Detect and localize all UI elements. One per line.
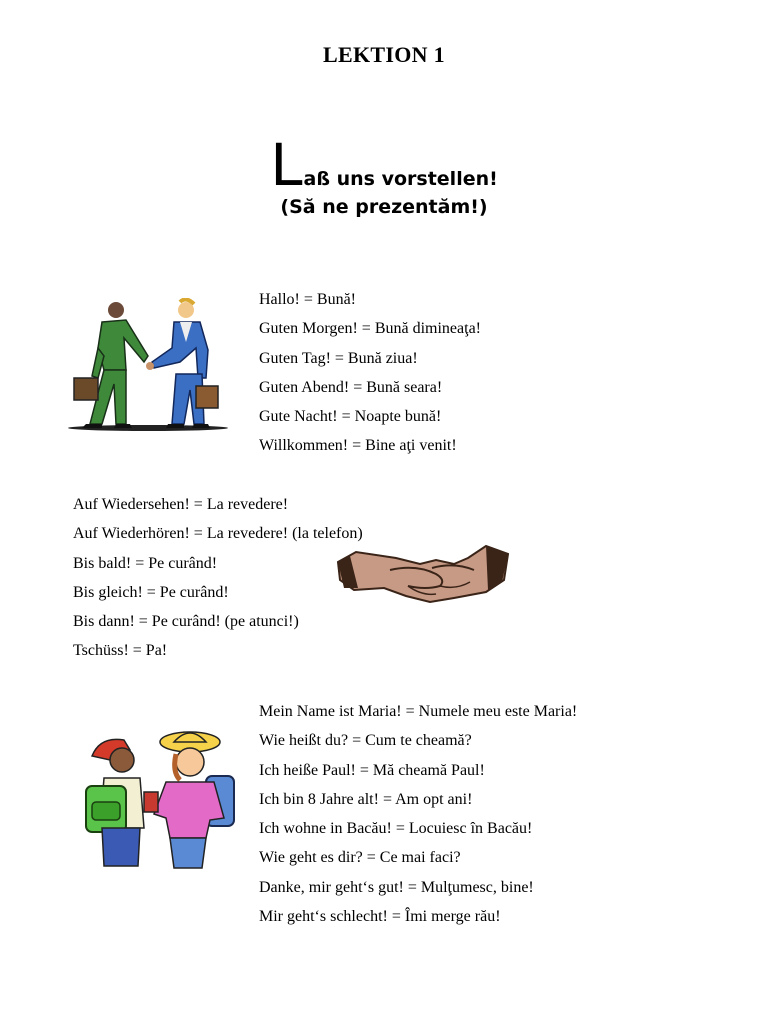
phrase-item: Bis gleich! = Pe curând! (73, 583, 229, 601)
phrase-item: Gute Nacht! = Noapte bună! (259, 408, 442, 426)
phrase-item: Ich wohne in Bacău! = Locuiesc în Bacău! (259, 820, 533, 838)
businessmen-handshake-illustration (68, 298, 238, 433)
phrase-item: Mein Name ist Maria! = Numele meu este Maria! (259, 703, 578, 720)
introductions-list (259, 702, 577, 936)
phrase-item: Guten Morgen! = Bună dimineaţa! (259, 320, 482, 338)
page-heading: LEKTION 1 (323, 42, 445, 67)
phrase-item: Auf Wiedersehen! = La revedere! (73, 496, 289, 513)
handshake-hands-illustration (336, 540, 511, 608)
two-kids-illustration (80, 728, 245, 870)
greetings-list (259, 290, 481, 466)
phrase-item: Ich bin 8 Jahre alt! = Am opt ani! (259, 790, 473, 808)
phrase-item: Guten Tag! = Bună ziua! (259, 349, 418, 367)
title-line-german (0, 131, 768, 199)
phrase-item: Ich heiße Paul! = Mă cheamă Paul! (259, 761, 485, 779)
title-drop-cap: L (270, 131, 303, 199)
phrase-item: Wie heißt du? = Cum te cheamă? (259, 732, 472, 750)
phrase-item: Wie geht es dir? = Ce mai faci? (259, 849, 461, 867)
phrase-item: Tschüss! = Pa! (73, 642, 168, 660)
phrase-item: Auf Wiederhören! = La revedere! (la telefon) (73, 525, 363, 543)
phrase-item: Mir geht‘s schlecht! = Îmi merge rău! (259, 908, 501, 926)
title-line-romanian: (Să ne prezentăm!) (280, 196, 488, 218)
phrase-item: Willkommen! = Bine aţi venit! (259, 437, 457, 455)
phrase-item: Guten Abend! = Bună seara! (259, 378, 443, 396)
title-line1-text: aß uns vorstellen! (303, 168, 498, 190)
phrase-item: Bis bald! = Pe curând! (73, 554, 218, 572)
phrase-item: Danke, mir geht‘s gut! = Mulţumesc, bine! (259, 878, 534, 896)
farewells-list (73, 495, 363, 671)
lesson-title-block (0, 131, 768, 218)
phrase-item: Hallo! = Bună! (259, 291, 356, 308)
phrase-item: Bis dann! = Pe curând! (pe atunci!) (73, 613, 299, 631)
